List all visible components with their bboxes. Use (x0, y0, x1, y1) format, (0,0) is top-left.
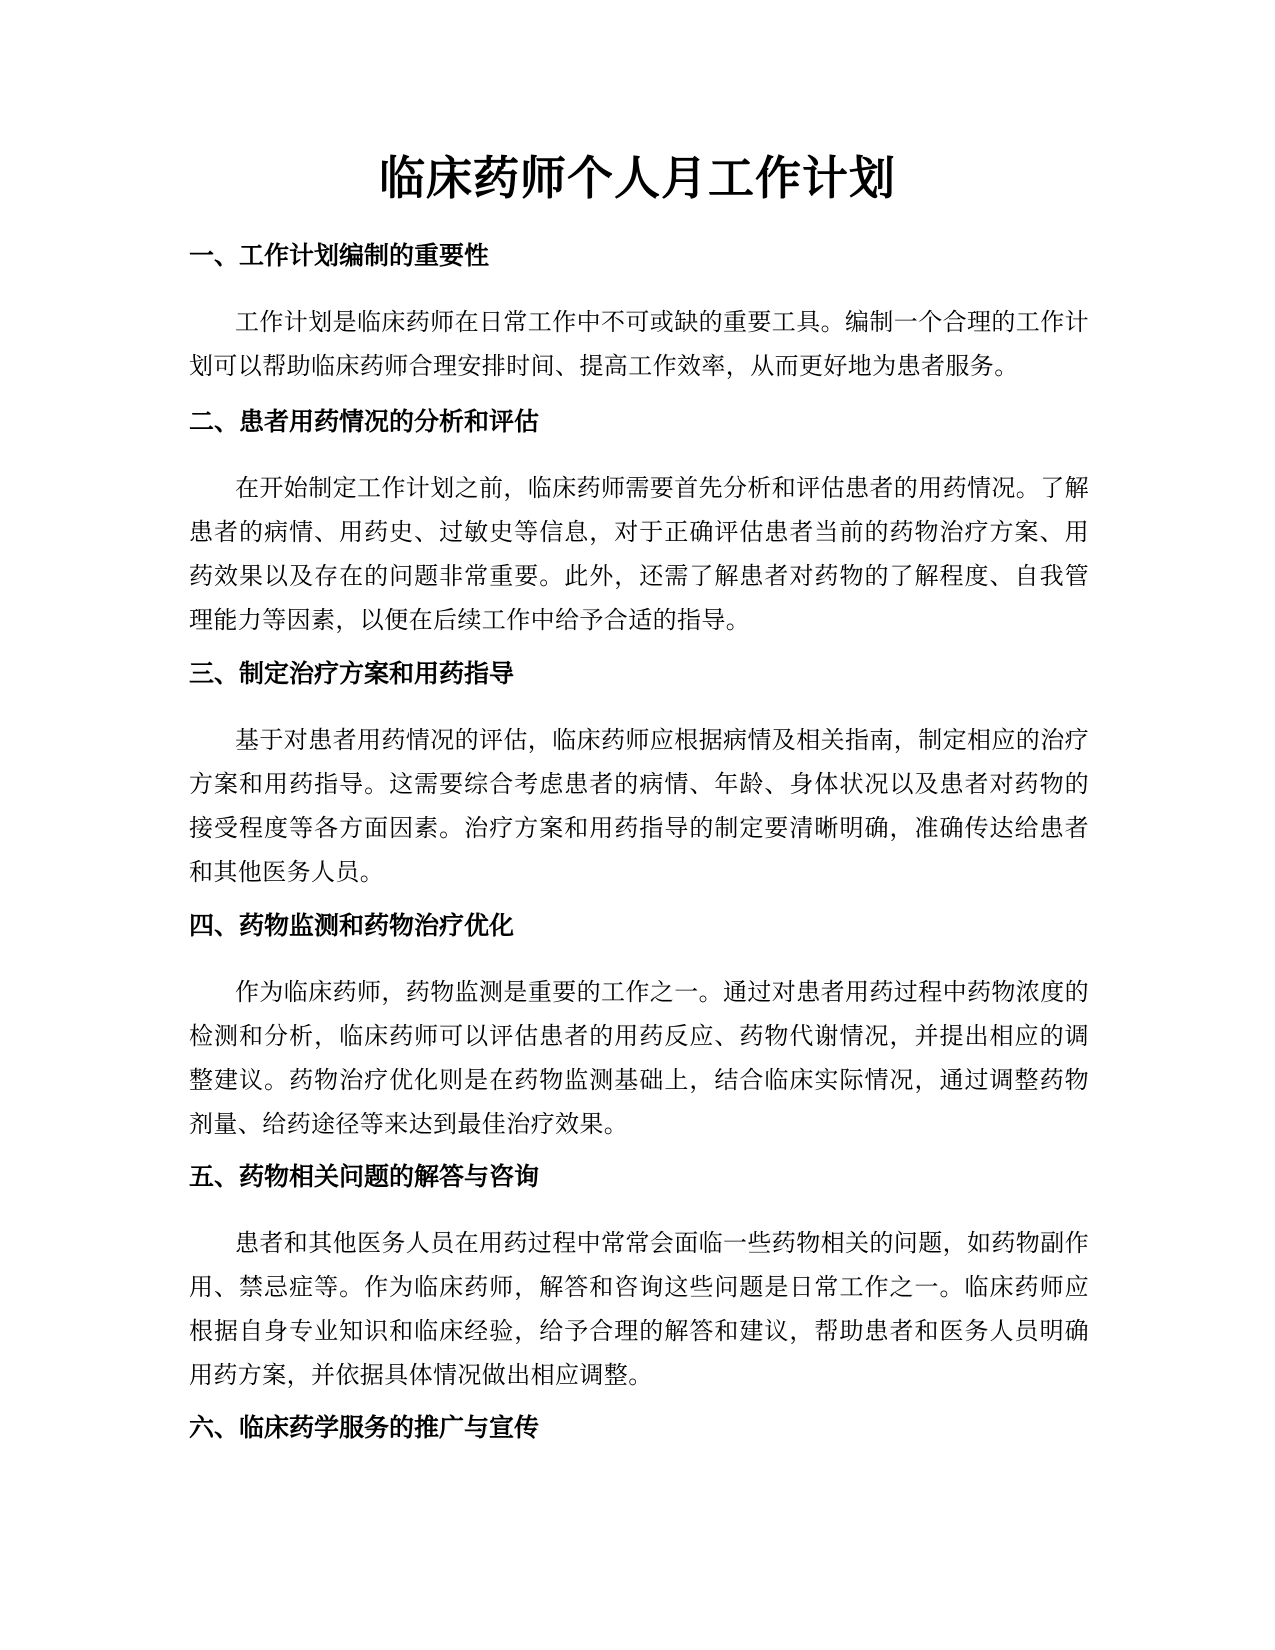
document-title: 临床药师个人月工作计划 (379, 151, 896, 205)
section-heading: 三、制定治疗方案和用药指导 (189, 659, 515, 688)
section-3 (189, 656, 1089, 894)
section-6 (189, 1410, 1089, 1446)
section-2 (189, 404, 1089, 642)
section-1 (189, 238, 1089, 388)
section-heading: 二、患者用药情况的分析和评估 (189, 407, 540, 436)
section-paragraph: 在开始制定工作计划之前，临床药师需要首先分析和评估患者的用药情况。了解患者的病情、用药史、过敏史等信息，对于正确评估患者当前的药物治疗方案、用药效果以及存在的问题非常重要。此外，还需了解患者对药物的了解程度、自我管理能力等因素，以便在后续工作中给予合适的指导。 (189, 474, 1089, 634)
section-heading: 五、药物相关问题的解答与咨询 (189, 1162, 540, 1191)
section-heading: 一、工作计划编制的重要性 (189, 241, 490, 270)
section-5 (189, 1159, 1089, 1397)
section-paragraph: 基于对患者用药情况的评估，临床药师应根据病情及相关指南，制定相应的治疗方案和用药指导。这需要综合考虑患者的病情、年龄、身体状况以及患者对药物的接受程度等各方面因素。治疗方案和用药指导的制定要清晰明确，准确传达给患者和其他医务人员。 (189, 726, 1089, 886)
section-heading: 四、药物监测和药物治疗优化 (189, 911, 515, 940)
section-heading: 六、临床药学服务的推广与宣传 (189, 1413, 540, 1442)
section-paragraph: 工作计划是临床药师在日常工作中不可或缺的重要工具。编制一个合理的工作计划可以帮助临床药师合理安排时间、提高工作效率，从而更好地为患者服务。 (189, 308, 1089, 380)
section-paragraph: 患者和其他医务人员在用药过程中常常会面临一些药物相关的问题，如药物副作用、禁忌症等。作为临床药师，解答和咨询这些问题是日常工作之一。临床药师应根据自身专业知识和临床经验，给予合理的解答和建议，帮助患者和医务人员明确用药方案，并依据具体情况做出相应调整。 (189, 1229, 1089, 1389)
section-paragraph: 作为临床药师，药物监测是重要的工作之一。通过对患者用药过程中药物浓度的检测和分析，临床药师可以评估患者的用药反应、药物代谢情况，并提出相应的调整建议。药物治疗优化则是在药物监测基础上，结合临床实际情况，通过调整药物剂量、给药途径等来达到最佳治疗效果。 (189, 978, 1089, 1138)
section-4 (189, 908, 1089, 1146)
